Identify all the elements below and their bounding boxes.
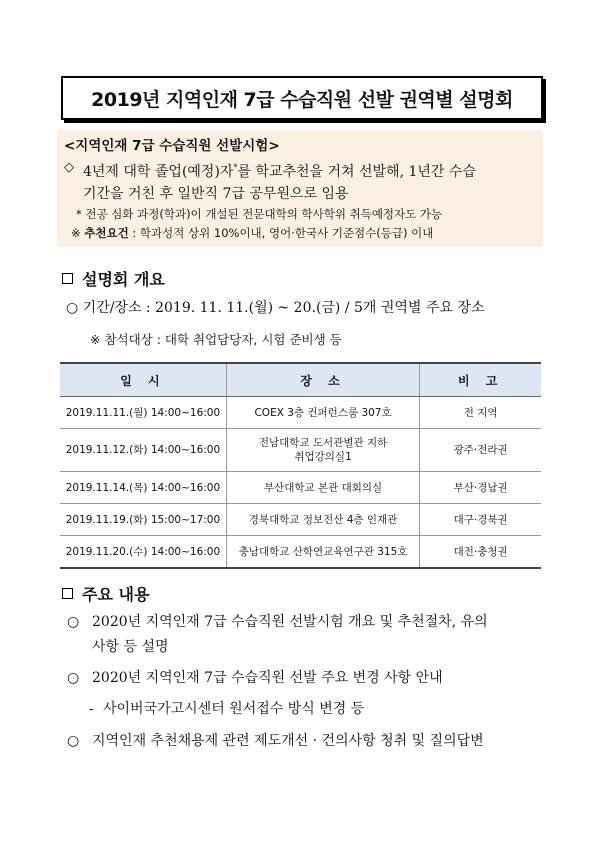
square-bullet-icon [62, 588, 73, 599]
list-item-text: 2020년 지역인재 7급 수습직원 선발 주요 변경 사항 안내 [92, 670, 443, 686]
cell-note: 전 지역 [420, 397, 541, 429]
cell-date: 2019.11.12.(화) 14:00~16:00 [60, 429, 226, 472]
cell-note: 광주·전라권 [420, 429, 541, 472]
table-row [60, 504, 541, 536]
table-row [60, 397, 541, 429]
section-content-heading [62, 582, 149, 605]
diamond-icon: ◇ [64, 160, 74, 175]
schedule-table [60, 362, 541, 569]
section-content-title: 주요 내용 [82, 585, 150, 604]
list-subitem [67, 697, 542, 722]
list-item [67, 610, 542, 635]
footnote-mark: * [233, 163, 238, 172]
table-row [60, 472, 541, 504]
list-item-text-cont: 사항 등 설명 [92, 639, 169, 655]
page-title: 2019년 지역인재 7급 수습직원 선발 권역별 설명회 [61, 76, 543, 120]
info-bullet-text-3: 기간을 거친 후 일반직 7급 공무원으로 임용 [83, 186, 349, 202]
col-header-note: 비 고 [420, 363, 541, 397]
content-list [67, 610, 542, 754]
cell-note: 부산·경남권 [420, 472, 541, 504]
reference-mark-icon: ※ [71, 226, 81, 240]
table-header-row [60, 363, 541, 397]
dash-bullet-icon: - [89, 701, 94, 717]
cell-date: 2019.11.20.(수) 14:00~16:00 [60, 536, 226, 569]
list-item-text: 2020년 지역인재 7급 수습직원 선발시험 개요 및 추천절차, 유의 [92, 614, 488, 630]
cell-place: 부산대학교 본관 대회의실 [226, 472, 419, 504]
list-item [67, 666, 542, 691]
cell-place: 경북대학교 정보전산 4층 인재관 [226, 504, 419, 536]
info-bullet [64, 157, 533, 183]
col-header-datetime: 일 시 [60, 363, 226, 397]
req-label: 추천요건 [84, 226, 129, 240]
col-header-place: 장 소 [226, 363, 419, 397]
section-overview-title: 설명회 개요 [82, 270, 165, 289]
cell-place-line2: 취업강의실1 [294, 451, 352, 463]
list-item-cont [67, 635, 542, 660]
info-requirement [64, 224, 533, 243]
info-bullet-cont [64, 183, 533, 205]
cell-note: 대구·경북권 [420, 504, 541, 536]
cell-date: 2019.11.14.(목) 14:00~16:00 [60, 472, 226, 504]
cell-place-line1: 전남대학교 도서관별관 지하 [258, 437, 388, 449]
list-item-text: 지역인재 추천채용제 관련 제도개선 · 건의사항 청취 및 질의답변 [92, 733, 484, 749]
cell-note: 대전·충청권 [420, 536, 541, 569]
list-item [67, 729, 542, 754]
info-note: * 전공 심화 과정(학과)이 개설된 전문대학의 학사학위 취득예정자도 가능 [76, 207, 443, 221]
circle-bullet-icon: ○ [67, 614, 80, 630]
table-row [60, 429, 541, 472]
cell-place: 충남대학교 산학연교육연구관 315호 [226, 536, 419, 569]
list-subitem-text: 사이버국가고시센터 원서접수 방식 변경 등 [103, 701, 365, 717]
info-bullet-text-2: 를 학교추천을 거쳐 선발해, 1년간 수습 [237, 164, 476, 180]
info-bullet-text [83, 157, 476, 183]
cell-place: COEX 3층 컨퍼런스룸 307호 [226, 397, 419, 429]
square-bullet-icon [62, 273, 73, 284]
req-text: : 학과성적 상위 10%이내, 영어·한국사 기준점수(등급) 이내 [128, 226, 434, 240]
info-bullet-text-1: 4년제 대학 졸업(예정)자 [83, 164, 234, 180]
attendees-line: ※ 참석대상 : 대학 취업담당자, 시험 준비생 등 [90, 332, 342, 347]
table-row [60, 536, 541, 569]
circle-bullet-icon: ○ [67, 670, 80, 686]
circle-bullet-icon: ○ [67, 733, 80, 749]
info-box [57, 130, 543, 247]
cell-place [226, 429, 419, 472]
period-line: ○ 기간/장소 : 2019. 11. 11.(월) ~ 20.(금) / 5개 권역별 주요 장소 [66, 300, 485, 316]
section-overview-heading [62, 267, 165, 290]
info-heading: <지역인재 7급 수습직원 선발시험> [64, 138, 280, 154]
cell-date: 2019.11.11.(월) 14:00~16:00 [60, 397, 226, 429]
cell-date: 2019.11.19.(화) 15:00~17:00 [60, 504, 226, 536]
